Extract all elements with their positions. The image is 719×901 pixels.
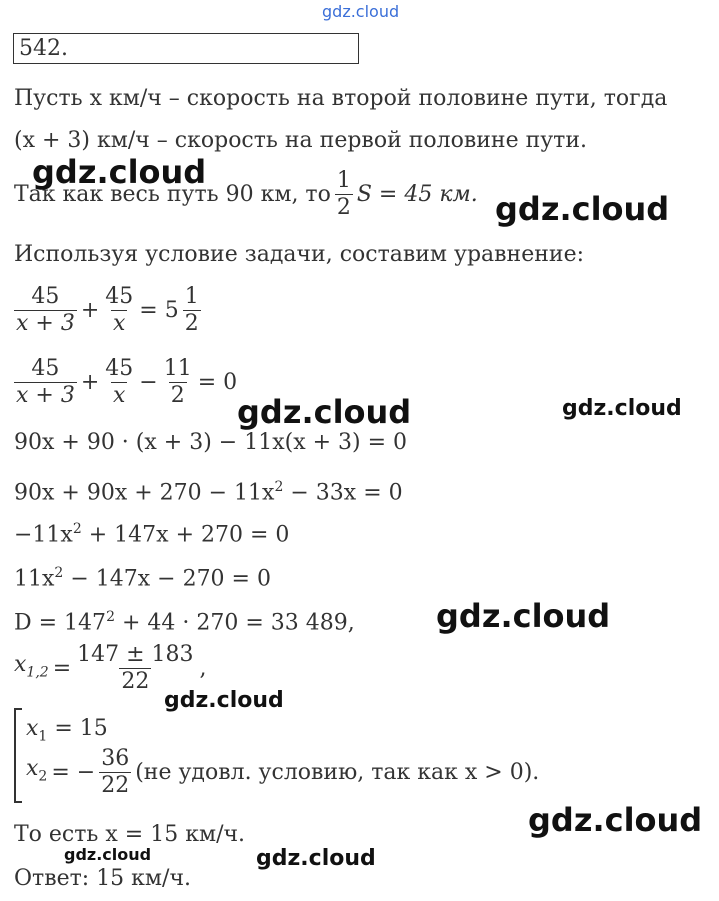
- eq1-f1-num: 45: [31, 284, 60, 309]
- eq5-part-b: + 147x + 270 = 0: [81, 522, 290, 548]
- eq1-f2-den: x: [113, 311, 126, 336]
- answer: Ответ: 15 км/ч.: [14, 866, 191, 891]
- eq2-f1-num: 45: [31, 356, 60, 381]
- equation-1: [14, 284, 205, 337]
- system-bracket: [14, 708, 22, 803]
- fraction-numerator: 1: [336, 168, 351, 193]
- eq2-f3-den: 2: [170, 383, 185, 408]
- eq4-exponent: 2: [274, 479, 284, 495]
- eq4-part-b: − 33x = 0: [283, 480, 403, 506]
- eq2-minus: −: [139, 369, 158, 395]
- eq2-f3-num: 11: [163, 356, 192, 381]
- roots-label: [14, 652, 49, 685]
- eq2-equals: = 0: [197, 369, 238, 395]
- eq2-f2-den: x: [113, 383, 126, 408]
- equation-3: 90x + 90 · (x + 3) − 11x(x + 3) = 0: [14, 430, 408, 455]
- eq1-equals: = 5: [139, 297, 179, 323]
- eq2-fraction-3: [162, 356, 194, 409]
- fraction-denominator: 2: [336, 195, 351, 220]
- x2-label: x: [26, 755, 39, 781]
- watermark-8: gdz.cloud: [64, 845, 152, 864]
- x2-denominator: 22: [101, 773, 130, 798]
- eq2-fraction-1: [14, 356, 77, 409]
- text-line-4: Используя условие задачи, составим уравнение:: [14, 242, 585, 267]
- x2-subscript: 2: [38, 768, 48, 785]
- roots-x: x: [14, 651, 27, 677]
- eq5-exponent: 2: [72, 521, 82, 537]
- x2-equals: = −: [51, 759, 96, 785]
- x2-note: (не удовл. условию, так как x > 0).: [135, 759, 540, 785]
- line3-text: Так как весь путь 90 км, то: [14, 181, 331, 207]
- eq5-part-a: −11x: [14, 522, 73, 548]
- roots-comma: ,: [199, 655, 207, 681]
- equation-2: [14, 356, 241, 409]
- x1-label: x: [26, 716, 39, 741]
- line3-rest: S = 45 км.: [356, 181, 478, 207]
- roots-numerator: 147 ± 183: [77, 642, 194, 667]
- conclusion: То есть x = 15 км/ч.: [14, 822, 246, 847]
- eq7-exponent: 2: [106, 609, 115, 625]
- x1-subscript: 1: [38, 728, 48, 745]
- equation-discriminant: [14, 604, 355, 636]
- watermark-top: gdz.cloud: [322, 2, 400, 21]
- x2-fraction: [99, 746, 131, 799]
- watermark-7: gdz.cloud: [528, 801, 703, 839]
- watermark-5: gdz.cloud: [436, 597, 611, 635]
- text-line-1: Пусть x км/ч – скорость на второй половине пути, тогда: [14, 86, 668, 111]
- eq6-part-b: − 147x − 270 = 0: [63, 566, 271, 592]
- watermark-3: gdz.cloud: [237, 393, 412, 431]
- equation-6: [14, 560, 271, 592]
- eq1-f1-den: x + 3: [16, 311, 75, 336]
- root-x1: [26, 716, 108, 749]
- equation-4: [14, 474, 403, 506]
- watermark-4: gdz.cloud: [562, 396, 682, 421]
- eq2-fraction-2: [103, 356, 135, 409]
- watermark-9: gdz.cloud: [256, 846, 376, 871]
- watermark-6: gdz.cloud: [164, 688, 284, 713]
- eq1-fraction-2: [103, 284, 135, 337]
- roots-subscript: 1,2: [26, 664, 49, 681]
- eq6-exponent: 2: [54, 565, 64, 581]
- eq2-f1-den: x + 3: [16, 383, 75, 408]
- eq7-part-b: + 44 · 270 = 33 489,: [114, 610, 355, 636]
- text-line-2: (x + 3) км/ч – скорость на первой половине пути.: [14, 128, 588, 153]
- fraction-half: [335, 168, 353, 221]
- eq7-part-a: D = 147: [14, 610, 107, 636]
- eq1-plus: +: [80, 297, 100, 323]
- eq1-m-den: 2: [184, 311, 199, 336]
- eq2-f2-num: 45: [105, 356, 134, 381]
- eq4-part-a: 90x + 90x + 270 − 11x: [14, 480, 275, 506]
- eq1-m-num: 1: [184, 284, 199, 309]
- eq1-f2-num: 45: [105, 284, 134, 309]
- eq1-mixed-fraction: [183, 284, 201, 337]
- x2-numerator: 36: [101, 746, 130, 771]
- roots-equals: =: [52, 655, 72, 681]
- eq2-plus: +: [80, 369, 100, 395]
- problem-number: 542.: [19, 36, 68, 61]
- eq1-fraction-1: [14, 284, 77, 337]
- roots-denominator: 22: [121, 669, 150, 694]
- watermark-1: gdz.cloud: [32, 153, 207, 191]
- root-x2: [26, 746, 543, 799]
- equation-5: [14, 516, 289, 548]
- x1-value: = 15: [47, 716, 108, 741]
- watermark-2: gdz.cloud: [495, 190, 670, 228]
- eq6-part-a: 11x: [14, 566, 55, 592]
